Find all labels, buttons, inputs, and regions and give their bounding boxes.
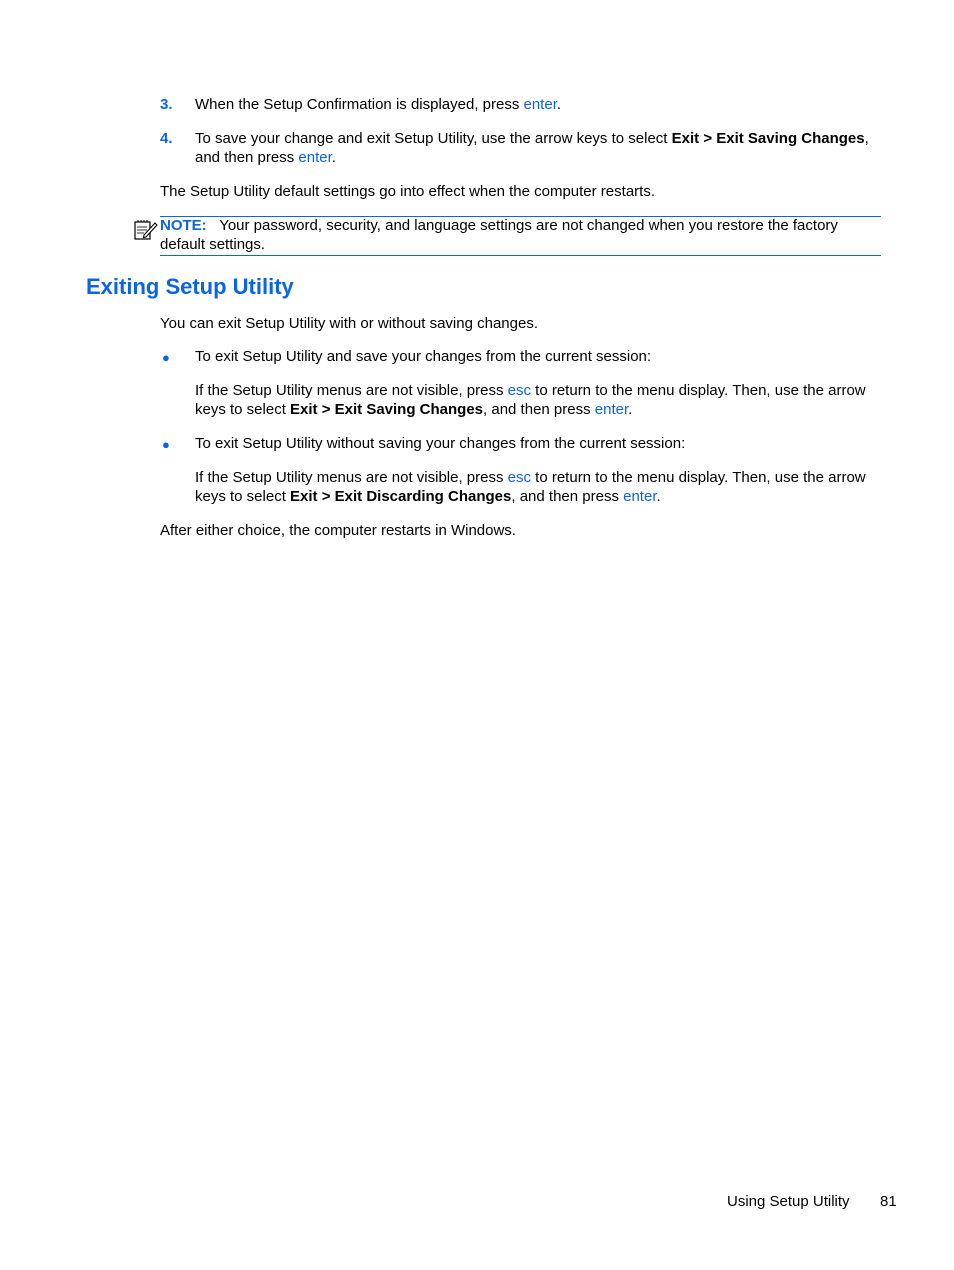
bullet-lead: To exit Setup Utility and save your changes from the current session: <box>195 348 652 365</box>
key-esc: esc <box>507 382 531 399</box>
menu-path: Exit > Exit Discarding Changes <box>290 488 512 505</box>
menu-path: Exit > Exit Saving Changes <box>290 401 484 418</box>
note-text: NOTE: Your password, security, and language settings are not changed when you restore the factory default settings. <box>160 217 838 253</box>
section-intro: You can exit Setup Utility with or without saving changes. <box>160 315 538 332</box>
section-heading: Exiting Setup Utility <box>86 274 294 299</box>
page-number: 81 <box>880 1193 897 1210</box>
step-text: To save your change and exit Setup Utility, use the arrow keys to select Exit > Exit Saving Changes, and then press enter. <box>195 130 869 166</box>
note-pencil-icon <box>134 219 158 241</box>
key-esc: esc <box>507 469 531 486</box>
closing-paragraph: After either choice, the computer restarts in Windows. <box>160 522 516 539</box>
bullet-detail: If the Setup Utility menus are not visible, press esc to return to the menu display. Then, use the arrow keys to select Exit > Exit Discarding Changes, and then press enter. <box>195 469 866 505</box>
bullet-icon: ● <box>162 350 170 365</box>
step-number: 3. <box>160 96 173 113</box>
step-number: 4. <box>160 130 173 147</box>
bullet-icon: ● <box>162 437 170 452</box>
defaults-paragraph: The Setup Utility default settings go into effect when the computer restarts. <box>160 183 655 200</box>
key-enter: enter <box>523 96 557 113</box>
menu-path: Exit > Exit Saving Changes <box>671 130 865 147</box>
footer-title: Using Setup Utility <box>727 1193 850 1210</box>
bullet-detail: If the Setup Utility menus are not visible, press esc to return to the menu display. Then, use the arrow keys to select Exit > Exit Saving Changes, and then press enter. <box>195 382 866 418</box>
key-enter: enter <box>623 488 657 505</box>
step-text: When the Setup Confirmation is displayed, press enter. <box>195 96 562 113</box>
note-label: NOTE: <box>160 217 207 234</box>
key-enter: enter <box>594 401 629 418</box>
key-enter: enter <box>298 149 332 166</box>
bullet-lead: To exit Setup Utility without saving your changes from the current session: <box>195 435 686 452</box>
